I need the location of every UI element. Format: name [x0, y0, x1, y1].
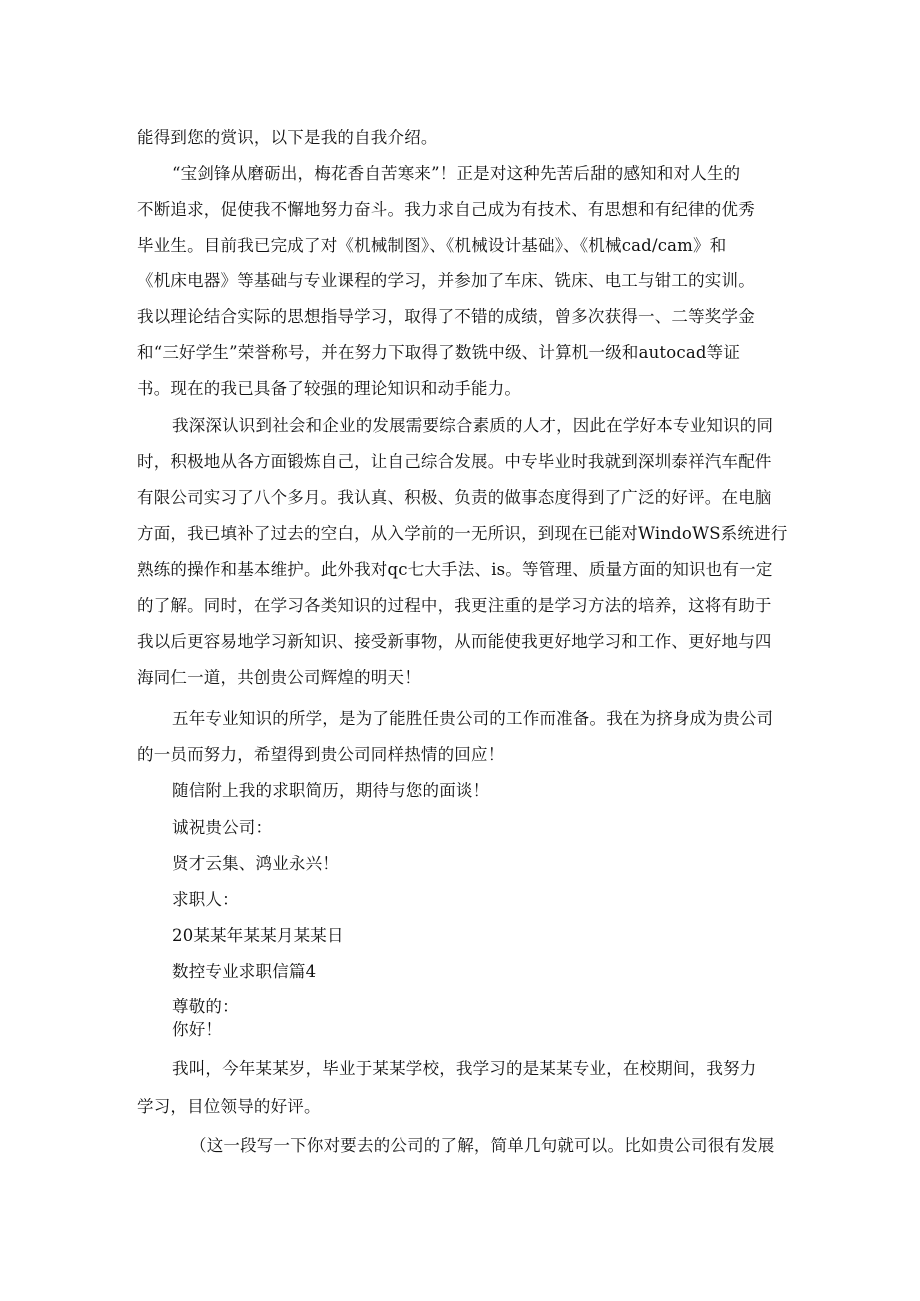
greeting: 你好！ [172, 1020, 223, 1039]
text-line: 我叫，今年某某岁，毕业于某某学校，我学习的是某某专业，在校期间，我努力 [172, 1059, 757, 1078]
text-line: 求职人： [172, 890, 239, 909]
text-line: 熟练的操作和基本维护。此外我对qc七大手法、is。等管理、质量方面的知识也有一定 [137, 560, 773, 579]
text-line: 的了解。同时，在学习各类知识的过程中，我更注重的是学习方法的培养，这将有助于 [137, 596, 772, 615]
text-line: 不断追求，促使我不懈地努力奋斗。我力求自己成为有技术、有思想和有纪律的优秀 [137, 200, 755, 219]
section-heading: 数控专业求职信篇4 [172, 962, 317, 981]
salutation: 尊敬的： [172, 997, 239, 1016]
text-line: 方面，我已填补了过去的空白，从入学前的一无所识，到现在已能对WindoWS系统进行 [137, 524, 788, 543]
text-line: 我深深认识到社会和企业的发展需要综合素质的人才，因此在学好本专业知识的同 [172, 416, 774, 435]
text-line: 有限公司实习了八个多月。我认真、积极、负责的做事态度得到了广泛的好评。在电脑 [137, 488, 772, 507]
text-line: 贤才云集、鸿业永兴！ [172, 854, 339, 873]
text-line: 《机床电器》等基础与专业课程的学习，并参加了车床、铣床、电工与钳工的实训。 [137, 271, 755, 290]
text-line: 能得到您的赏识，以下是我的自我介绍。 [137, 128, 438, 147]
text-line: 诚祝贵公司： [172, 818, 273, 837]
text-line: 学习，目位领导的好评。 [137, 1097, 321, 1116]
text-line: 时，积极地从各方面锻炼自己，让自己综合发展。中专毕业时我就到深圳泰祥汽车配件 [137, 452, 772, 471]
text-line: 的一员而努力，希望得到贵公司同样热情的回应！ [137, 745, 505, 764]
text-line: （这一段写一下你对要去的公司的了解，简单几句就可以。比如贵公司很有发展 [190, 1136, 775, 1155]
text-line: “宝剑锋从磨砺出，梅花香自苦寒来”！正是对这种先苦后甜的感知和对人生的 [172, 164, 741, 183]
text-line: 书。现在的我已具备了较强的理论知识和动手能力。 [137, 379, 522, 398]
text-line: 五年专业知识的所学，是为了能胜任贵公司的工作而准备。我在为挤身成为贵公司 [172, 709, 774, 728]
text-line: 20某某年某某月某某日 [172, 926, 344, 945]
text-line: 我以后更容易地学习新知识、接受新事物，从而能使我更好地学习和工作、更好地与四 [137, 632, 772, 651]
text-line: 随信附上我的求职简历，期待与您的面谈！ [172, 781, 490, 800]
text-line: 毕业生。目前我已完成了对《机械制图》、《机械设计基础》、《机械cad/cam》和 [137, 236, 727, 255]
text-line: 和“三好学生”荣誉称号，并在努力下取得了数铣中级、计算机一级和autocad等证 [137, 343, 741, 362]
text-line: 我以理论结合实际的思想指导学习，取得了不错的成绩，曾多次获得一、二等奖学金 [137, 307, 755, 326]
text-line: 海同仁一道，共创贵公司辉煌的明天！ [137, 668, 421, 687]
